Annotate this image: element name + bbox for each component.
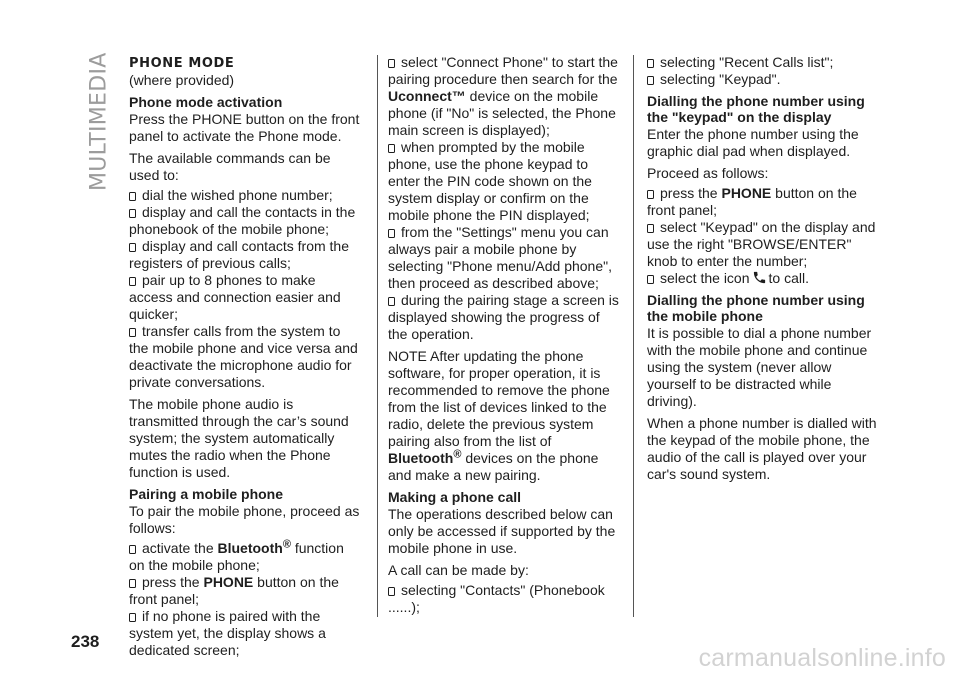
proceed-text: Proceed as follows:	[647, 165, 769, 181]
mobile-dial-text-1: It is possible to dial a phone number with the mobile phone and continue using the system (never allow yourself to be distracted while driving).	[647, 325, 872, 409]
page-number: 238	[71, 632, 100, 651]
list-item: selecting "Recent Calls list";	[647, 54, 879, 71]
bullet-box-icon	[129, 545, 136, 554]
making-call-heading: Making a phone call	[388, 489, 522, 505]
pairing-intro: To pair the mobile phone, proceed as follows:	[129, 503, 360, 536]
list-item: selecting "Keypad".	[647, 71, 879, 88]
bullet-box-icon	[388, 59, 395, 68]
bullet-box-icon	[647, 224, 654, 233]
list-item: transfer calls from the system to the mobile phone and vice versa and deactivate the microphone audio for private conversations.	[129, 323, 358, 390]
column-2	[388, 54, 620, 616]
bullet-box-icon	[129, 328, 136, 337]
column-1	[129, 54, 361, 659]
list-item: dial the wished phone number;	[129, 187, 361, 204]
bullet-box-icon	[647, 76, 654, 85]
bullet-box-icon	[129, 613, 136, 622]
bullet-box-icon	[647, 275, 654, 284]
list-item: from the "Settings" menu you can always pair a mobile phone by selecting "Phone menu/Add phone", then proceed as described above;	[388, 224, 612, 291]
bullet-box-icon	[129, 579, 136, 588]
activation-heading: Phone mode activation	[129, 94, 283, 110]
mobile-dial-heading: Dialling the phone number using the mobile phone	[647, 292, 865, 324]
list-item: pair up to 8 phones to make access and connection easier and quicker;	[129, 272, 341, 322]
bullet-box-icon	[129, 277, 136, 286]
bullet-box-icon	[388, 229, 395, 238]
pairing-heading: Pairing a mobile phone	[129, 486, 284, 502]
keypad-heading: Dialling the phone number using the "keypad" on the display	[647, 93, 865, 125]
bullet-box-icon	[388, 587, 395, 596]
audio-text: The mobile phone audio is transmitted through the car’s sound system; the system automatically mutes the radio when the Phone function is used.	[129, 396, 349, 480]
watermark: carmanualsonline.info	[698, 644, 946, 672]
column-divider	[633, 55, 634, 617]
list-item: select the icon to call.	[647, 270, 879, 287]
mobile-dial-text-2: When a phone number is dialled with the keypad of the mobile phone, the audio of the call is played over your car's sound system.	[647, 415, 877, 482]
list-item: press the PHONE button on the front panel;	[647, 185, 857, 218]
bullet-box-icon	[388, 297, 395, 306]
list-item: if no phone is paired with the system yet, the display shows a dedicated screen;	[129, 608, 326, 658]
activation-text: Press the PHONE button on the front panel to activate the Phone mode.	[129, 111, 360, 144]
list-item: select "Connect Phone" to start the pairing procedure then search for the Uconnect™ device on the mobile phone (if "No" is selected, the Phone main screen is displayed);	[388, 54, 618, 138]
phone-mode-title: PHONE MODE	[129, 56, 235, 71]
call-made-by: A call can be made by:	[388, 562, 529, 578]
bullet-box-icon	[388, 144, 395, 153]
column-divider	[377, 55, 378, 617]
list-item: selecting "Contacts" (Phonebook ......);	[388, 582, 605, 615]
column-3	[647, 54, 879, 488]
phone-mode-subtitle: (where provided)	[129, 72, 235, 88]
list-item: select "Keypad" on the display and use the right "BROWSE/ENTER" knob to enter the number;	[647, 219, 876, 269]
list-item: display and call contacts from the registers of previous calls;	[129, 238, 349, 271]
bullet-box-icon	[129, 209, 136, 218]
list-item: activate the Bluetooth® function on the mobile phone;	[129, 538, 344, 573]
bullet-box-icon	[129, 243, 136, 252]
list-item: press the PHONE button on the front panel;	[129, 574, 339, 607]
bullet-box-icon	[647, 190, 654, 199]
list-item: display and call the contacts in the phonebook of the mobile phone;	[129, 204, 356, 237]
section-title: MULTIMEDIA	[86, 52, 112, 192]
list-item: when prompted by the mobile phone, use the phone keypad to enter the PIN code shown on the system display or confirm on the mobile phone the PIN displayed;	[388, 139, 592, 223]
phone-handset-icon	[752, 270, 767, 285]
list-item: during the pairing stage a screen is displayed showing the progress of the operation.	[388, 292, 619, 342]
keypad-intro: Enter the phone number using the graphic dial pad when displayed.	[647, 126, 859, 159]
commands-intro: The available commands can be used to:	[129, 150, 331, 183]
bullet-box-icon	[129, 192, 136, 201]
making-call-intro: The operations described below can only be accessed if supported by the mobile phone in use.	[388, 506, 616, 556]
update-note: NOTE After updating the phone software, for proper operation, it is recommended to remove the phone from the list of devices linked to the radio, delete the previous system pairing also from the list of Bluetooth® devices on the phone and make a new pairing.	[388, 348, 610, 483]
bullet-box-icon	[647, 59, 654, 68]
